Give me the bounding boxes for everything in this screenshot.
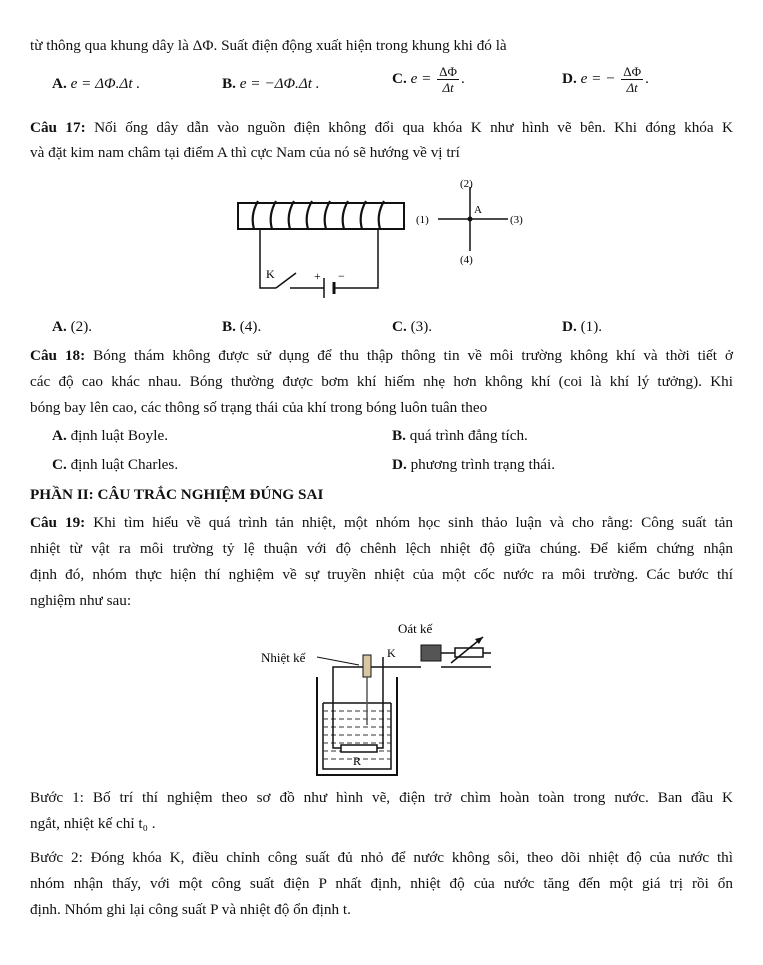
resistor-label: R [353,754,362,768]
step1-line-2: ngắt, nhiệt kế chỉ t₀ . [30,815,156,832]
q19-line-2: nhiệt từ vật ra môi trường tỷ lệ thuận với độ chênh lệch nhiệt độ giữa chúng. Để kiểm chứng nhận [30,540,733,557]
option-d[interactable] [562,64,649,95]
option-text: (4). [239,318,262,335]
option-label: D. [562,318,577,335]
q19-line-4: nghiệm như sau: [30,592,132,609]
fraction-denominator: Δt [442,80,454,95]
position-3: (3) [510,214,523,226]
option-label: B. [222,318,236,335]
q18-option-a[interactable] [52,426,168,446]
option-text: định luật Charles. [70,456,179,473]
option-label: B. [222,75,236,92]
fraction [437,64,459,95]
question-text: Bóng thám không được sử dụng để thu thập thông tin về môi trường không khí và thời tiết ở [93,347,733,364]
question-text: Khi tìm hiểu về quá trình tản nhiệt, một nhóm học sinh thảo luận và cho rằng: Công suất tản [93,514,734,531]
option-label: C. [392,69,407,87]
position-2: (2) [460,178,473,190]
q17-option-c[interactable] [392,317,432,337]
thermometer-pointer [317,657,359,665]
position-4: (4) [460,254,473,266]
option-label: A. [52,75,67,92]
thermometer-label: Nhiệt kế [261,650,306,665]
question-label: Câu 18: [30,347,86,364]
fraction-numerator: ΔΦ [623,64,642,79]
thermometer-body [363,655,371,677]
q18-option-d[interactable] [392,455,555,475]
step2-line-3: định. Nhóm ghi lại công suất P và nhiệt độ ổn định t. [30,901,351,918]
option-prefix: e = − [580,69,616,87]
question-label: Câu 17: [30,119,86,136]
option-a[interactable] [52,74,140,94]
option-suffix: . [461,69,465,87]
option-prefix: e = [410,69,432,87]
q17-option-d[interactable] [562,317,602,337]
option-b[interactable] [222,74,320,94]
q19-line-1 [30,513,733,533]
option-label: A. [52,318,67,335]
q19-line-3: định đó, nhóm thực hiện thí nghiệm về sự truyền nhiệt của một cốc nước ra môi trường. Các bước thí [30,566,733,583]
q17-option-a[interactable] [52,317,92,337]
part2-heading: PHẦN II: CÂU TRẮC NGHIỆM ĐÚNG SAI [30,486,324,503]
option-text: (2). [70,318,93,335]
switch-box [421,645,441,661]
resistor [341,745,377,752]
option-c[interactable] [392,64,465,95]
option-label: C. [52,456,67,473]
switch-k-label: K [387,646,396,660]
point-a-label: A [474,204,482,216]
option-label: A. [52,427,67,444]
option-label: D. [562,69,577,87]
q18-option-b[interactable] [392,426,528,446]
fraction-denominator: Δt [626,80,638,95]
intro-line: từ thông qua khung dây là ΔΦ. Suất điện động xuất hiện trong khung khi đó là [30,37,507,54]
heating-experiment-figure [255,615,505,780]
question-text: Nối ống dây dẫn vào nguồn điện không đổi qua khóa K như hình vẽ bên. Khi đóng khóa K [94,119,733,136]
coil-windings [253,201,384,229]
option-text: e = ΔΦ.Δt . [70,75,141,92]
q17-line-1 [30,118,733,138]
solenoid-circuit-figure [230,175,550,315]
wattmeter-label: Oát kế [398,621,433,636]
battery-minus: − [338,269,345,283]
option-text: phương trình trạng thái. [410,456,556,473]
step1-line-1: Bước 1: Bố trí thí nghiệm theo sơ đồ như hình vẽ, điện trở chìm hoàn toàn trong nước. Ban đầu K [30,789,733,806]
step2-line-2: nhóm nhận thấy, với một công suất điện P nhất định, nhiệt độ của nước tăng đến một giá trị rồi ổn [30,875,733,892]
q18-option-c[interactable] [52,455,178,475]
option-text: định luật Boyle. [70,427,169,444]
point-a-dot [468,217,473,222]
q17-option-b[interactable] [222,317,261,337]
question-label: Câu 19: [30,514,86,531]
option-label: C. [392,318,407,335]
switch-label: K [266,267,275,281]
option-text: e = −ΔΦ.Δt . [239,75,320,92]
q18-line-3: bóng bay lên cao, các thông số trạng thái của khí trong bóng luôn tuân theo [30,399,488,416]
battery-plus: + [314,269,321,283]
option-text: (3). [410,318,433,335]
fraction-numerator: ΔΦ [439,64,458,79]
step2-line-1: Bước 2: Đóng khóa K, điều chỉnh công suất đủ nhỏ để nước không sôi, theo dõi nhiệt độ của nước thì [30,849,733,866]
q18-line-2: các độ cao khác nhau. Bóng thường được bơm khí hiếm nhẹ hơn không khí (coi là khí lý tưởng). Khi [30,373,733,390]
switch-lever [276,273,296,288]
q17-line-2: và đặt kim nam châm tại điểm A thì cực Nam của nó sẽ hướng về vị trí [30,144,460,161]
option-suffix: . [645,69,649,87]
q18-line-1 [30,346,733,366]
option-text: quá trình đẳng tích. [409,427,528,444]
option-label: B. [392,427,406,444]
option-text: (1). [580,318,603,335]
position-1: (1) [416,214,429,226]
fraction [621,64,643,95]
option-label: D. [392,456,407,473]
